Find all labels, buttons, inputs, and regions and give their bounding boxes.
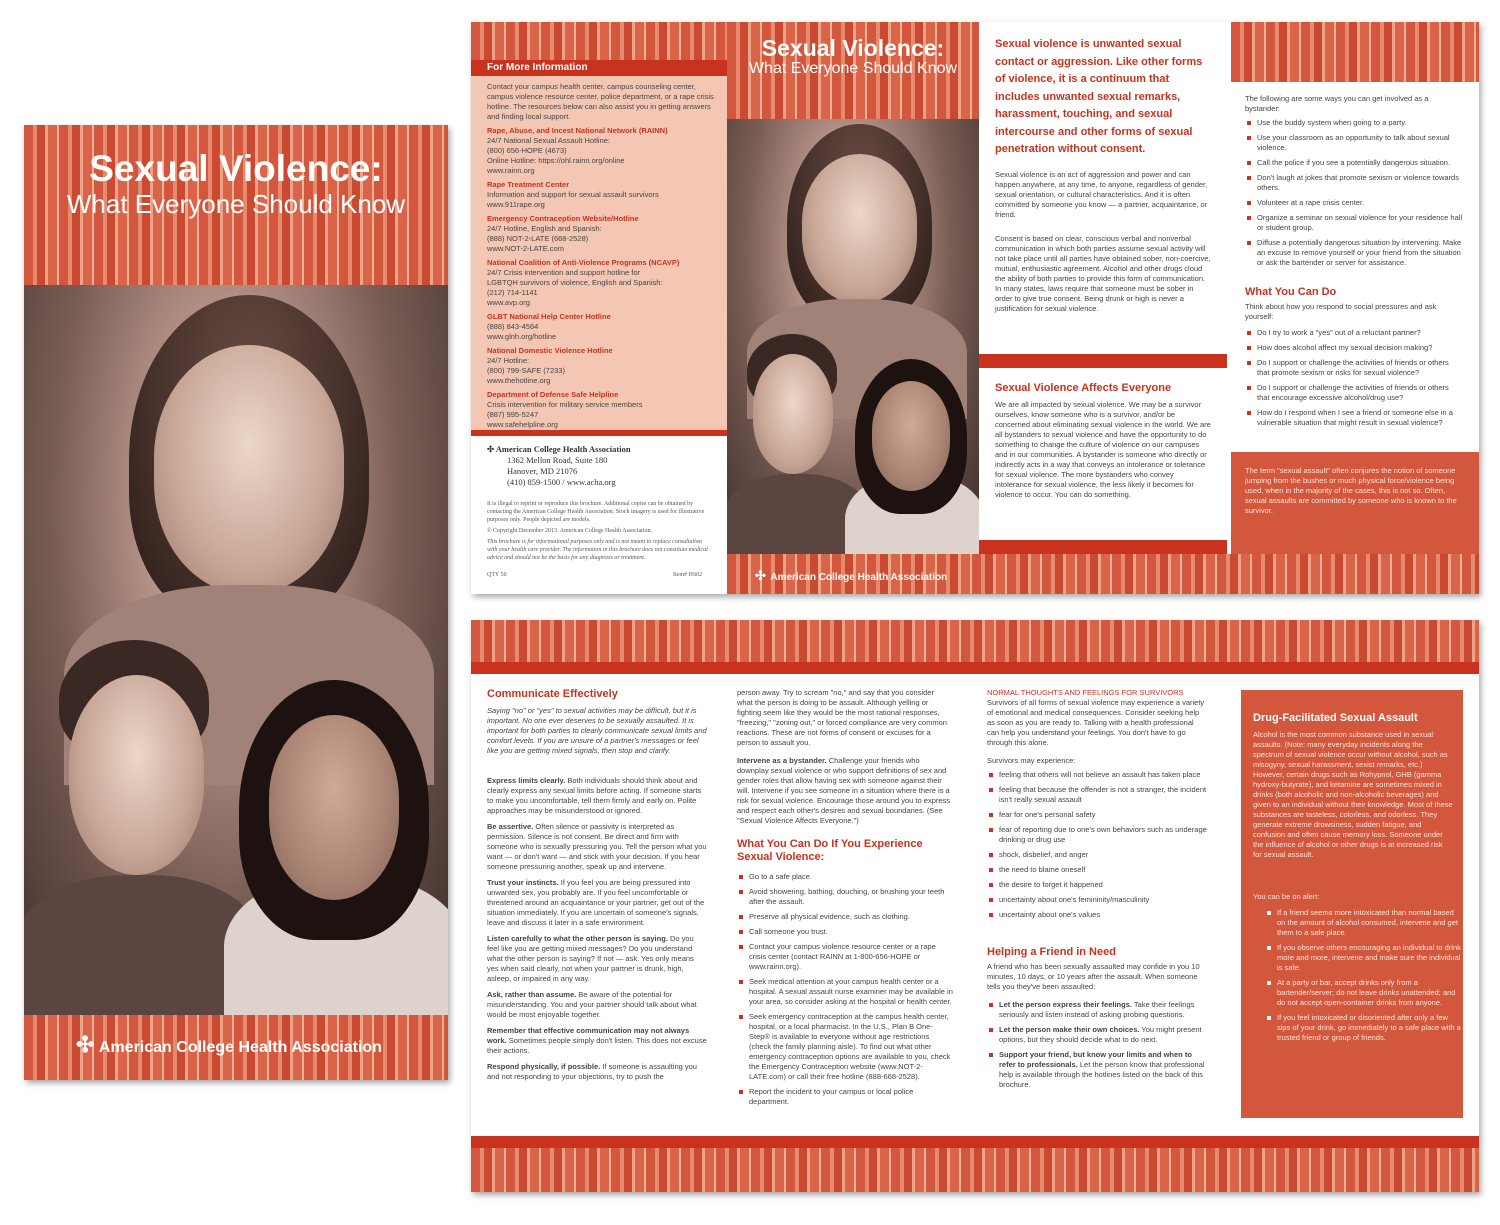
inside-man-face xyxy=(753,354,833,474)
bystander-list xyxy=(1245,118,1463,273)
info-heading: For More Information xyxy=(487,62,588,73)
friend-text: Let the person know that professional help is available through the hotlines listed on the back of this brochure. xyxy=(999,1060,1205,1089)
tip-paragraph xyxy=(487,878,707,928)
tip-lead: Express limits clearly. xyxy=(487,776,566,785)
asterisk-logo-icon: ✣ xyxy=(76,1032,95,1057)
resource-line: 24/7 Hotline, English and Spanish: xyxy=(487,224,602,233)
man-face xyxy=(69,675,204,875)
resource-entry xyxy=(487,390,717,430)
resource-entry xyxy=(487,214,717,254)
friend-lead: Support your friend, but know your limits and when to refer to professionals. xyxy=(999,1050,1192,1069)
experience-heading: What You Can Do If You Experience Sexual Violence: xyxy=(737,838,923,863)
tip-lead: Remember that effective communication may not always work. xyxy=(487,1026,690,1045)
tip-lead: Trust your instincts. xyxy=(487,878,559,887)
inside-title: Sexual Violence: xyxy=(761,35,945,61)
resource-name: National Coalition of Anti-Violence Programs (NCAVP) xyxy=(487,258,680,267)
cover-logo xyxy=(76,1032,382,1058)
list-item: Use your classroom as an opportunity to talk about sexual violence. xyxy=(1257,133,1463,153)
right-intro: The following are some ways you can get involved as a bystander: xyxy=(1245,94,1429,113)
inside-title-block xyxy=(727,36,979,78)
resource-entry xyxy=(487,312,717,342)
resource-line: 24/7 Crisis intervention and support hotline for xyxy=(487,268,641,277)
resource-line: www.911rape.org xyxy=(487,200,545,209)
list-item: Do I try to work a "yes" out of a reluctant partner? xyxy=(1257,328,1463,338)
back-bottom-stripe xyxy=(471,1148,1479,1192)
middle-divider xyxy=(979,354,1227,368)
resource-name: National Domestic Violence Hotline xyxy=(487,346,613,355)
tip-text: Both individuals should think about and clearly express any sexual limits before acting. If someone starts to make you uncomfortable, tell them firmly and early on. Polite approaches may be misunderstood or ignored. xyxy=(487,776,702,815)
list-item: Seek emergency contraception at the campus health center, hospital, or a local pharmacist. In the U.S., Plan B One-Step® is available to everyone without age restrictions (check the family planning aisle). To find out what other emergency contraception options are available to you, check the Emergency Contraception website (www.NOT-2-LATE.com) or call their free hotline (888-668-2528). xyxy=(749,1012,953,1082)
disclaimer-text: This brochure is for informational purposes only and is not meant to replace consultation with your health care provider. The information in this brochure does not constitute medical advice and should not be the basis for any diagnosis or treatment. xyxy=(487,539,708,561)
list-item: the need to blame oneself xyxy=(999,865,1209,875)
back-top-bar xyxy=(471,662,1479,674)
resource-name: GLBT National Help Center Hotline xyxy=(487,312,611,321)
acha-logo-icon: ✣ xyxy=(487,444,496,454)
list-item: At a party or bar, accept drinks only from a bartender/server; do not leave drinks unattended; and do not accept open-container drinks from anyone. xyxy=(1277,978,1463,1008)
friend-item xyxy=(999,1050,1209,1090)
friend-text: Take their feelings seriously and listen instead of asking probing questions. xyxy=(999,1000,1195,1019)
cover-title: Sexual Violence: xyxy=(89,148,383,189)
tip-text: If someone is assaulting you and not responding to your objections, try to push the xyxy=(487,1062,697,1081)
list-item: Go to a safe place. xyxy=(749,872,953,882)
list-item: Avoid showering, bathing, douching, or brushing your teeth after the assault. xyxy=(749,887,953,907)
drug-body: Alcohol is the most common substance used in sexual assaults. (Note: many everyday incidents along the spectrum of sexual violence occur without alcohol, such as misogyny, sexual harassment, sexist remarks, etc.) However, certain drugs such as Rohypnol, GHB (gamma hydroxy-butyrate), and ketamine are sometimes mixed in drinks (both alcoholic and non-alcoholic beverages) and given to an individual without their knowledge. Most of these substances are tasteless, colorless, and odorless. They generate extreme drowsiness, sudden fatigue, and confusion and often cause memory loss. Someone under the influence of alcohol or other drugs is at increased risk for sexual assault. xyxy=(1253,730,1453,859)
affects-body: We are all impacted by sexual violence. We may be a survivor ourselves, know someone who is a survivor, and/or be concerned about eliminating sexual violence in the world. We are all bystanders to sexual violence and have the opportunity to do something to change the culture of violence on our campuses and in our communities. A bystander is someone who directly or indirectly acts in a way that conveys an intolerance or tolerance for sexual violence. The more bystanders who convey intolerance for sexual violence, the less likely it becomes for violence to occur. You can do something. xyxy=(995,400,1211,499)
resource-entry xyxy=(487,180,717,210)
info-intro: Contact your campus health center, campus counseling center, campus violence resource center, police department, or a rape crisis hotline. The resources below can also assist you in getting answers and finding local support. xyxy=(487,82,714,121)
friend-lead: Let the person express their feelings. xyxy=(999,1000,1132,1009)
drug-list xyxy=(1265,908,1463,1048)
brochure-inside-top xyxy=(471,22,1479,594)
list-item: shock, disbelief, and anger xyxy=(999,850,1209,860)
list-item: If a friend seems more intoxicated than normal based on the amount of alcohol consumed, intervene and get them to a safe place. xyxy=(1277,908,1463,938)
address-line: Hanover, MD 21076 xyxy=(507,466,578,476)
drug-alert: You can be on alert: xyxy=(1253,892,1320,901)
tip-text: Often silence or passivity is interpreted as permission. Silence is not consent. Be direct and firm with someone who is sexually pressuring you. Tell the person what you want — or don't want — and stick with your decision. If you hear someone pressuring another, speak up and intervene. xyxy=(487,822,707,871)
column2-continuation: person away. Try to scream "no," and say that you consider what the person is doing to be assault. Although yelling or fighting seem like they would be the most rational responses, "freezing," "zoning out," or forced compliance are very common reactions. These are not forms of consent or excuses for a person to assault you. xyxy=(737,688,947,747)
resource-line: (212) 714-1141 xyxy=(487,288,538,297)
resource-entry xyxy=(487,126,717,176)
friend-list xyxy=(987,1000,1209,1095)
inside-girl-face xyxy=(872,381,950,491)
address-org-line xyxy=(487,444,717,455)
list-item: How does alcohol affect my sexual decision making? xyxy=(1257,343,1463,353)
affects-heading: Sexual Violence Affects Everyone xyxy=(995,382,1172,394)
tip-lead: Ask, rather than assume. xyxy=(487,990,577,999)
friend-heading: Helping a Friend in Need xyxy=(987,946,1116,958)
address-org: American College Health Association xyxy=(495,444,631,454)
experience-list xyxy=(737,872,953,1112)
list-item: feeling that others will not believe an assault has taken place xyxy=(999,770,1209,780)
resource-entry xyxy=(487,346,717,386)
list-item: the desire to forget it happened xyxy=(999,880,1209,890)
resource-line: (887) 995-5247 xyxy=(487,410,539,419)
middle-bottom-bar xyxy=(979,540,1227,554)
tip-text: If you feel you are being pressured into unwanted sex, you probably are. If you feel uncomfortable or threatened around an acquaintance or your partner, get out of the situation immediately. If you are uncertain of someone's signals, leave and discuss it later in a safe environment. xyxy=(487,878,705,927)
list-item: Diffuse a potentially dangerous situation by intervening. Make an excuse to remove yourself or your friend from the situation or ask the bartender or server for assistance. xyxy=(1257,238,1462,267)
resource-line: (800) 799-SAFE (7233) xyxy=(487,366,565,375)
tip-text: Sometimes people simply don't listen. This does not excuse their actions. xyxy=(487,1036,707,1055)
back-top-stripe xyxy=(471,620,1479,662)
cover-title-block xyxy=(24,149,448,219)
normal-list xyxy=(987,770,1209,925)
info-top-stripe xyxy=(471,22,727,60)
list-item: fear of reporting due to one's own behaviors such as underage drinking or drug use xyxy=(999,825,1209,845)
resource-line: www.glnh.org/hotline xyxy=(487,332,557,341)
normal-may: Survivors may experience: xyxy=(987,756,1076,765)
list-item: Don't laugh at jokes that promote sexism or violence towards others. xyxy=(1257,173,1463,193)
list-item: If you feel intoxicated or disoriented after only a few sips of your drink, go immediately to a safe place with a trusted friend or group of friends. xyxy=(1277,1013,1463,1043)
qty-label: QTY 50 xyxy=(487,572,507,578)
bystander-paragraph xyxy=(737,756,951,826)
list-item: If you observe others encouraging an individual to drink more and more, intervene and make sure the individual is safe. xyxy=(1277,943,1463,973)
resource-name: Rape, Abuse, and Incest National Network (RAINN) xyxy=(487,126,668,135)
resource-line: www.NOT-2-LATE.com xyxy=(487,244,564,253)
address-line: (410) 859-1500 / www.acha.org xyxy=(507,477,616,487)
bystander-lead: Intervene as a bystander. xyxy=(737,756,827,765)
info-bottom-bar xyxy=(471,430,727,436)
woman-face xyxy=(154,345,344,595)
list-item: Contact your campus violence resource center or a rape crisis center (contact RAINN at 1-800-656-HOPE or www.rainn.org). xyxy=(749,942,953,972)
tip-paragraph xyxy=(487,934,707,984)
normal-intro: Survivors of all forms of sexual violence may experience a variety of emotional and medical consequences. Consider seeking help as soon as you are ready to. Talking with a health professional can help you understand your feelings. You don't have to go through this alone. xyxy=(987,698,1205,747)
resource-line: (888) NOT-2-LATE (668-2528) xyxy=(487,234,589,243)
resource-line: www.avp.org xyxy=(487,298,530,307)
tip-lead: Respond physically, if possible. xyxy=(487,1062,601,1071)
tip-lead: Listen carefully to what the other person is saying. xyxy=(487,934,668,943)
tip-paragraph xyxy=(487,1026,707,1056)
list-item: Use the buddy system when going to a party. xyxy=(1257,118,1463,128)
friend-item xyxy=(999,1025,1209,1045)
legal-text: It is illegal to reprint or reproduce this brochure. Additional copies can be obtained by contacting the American College Health Association. Stock imagery is used for illustrative purposes only. People depicted are models. xyxy=(487,501,705,523)
friend-intro: A friend who has been sexually assaulted may confide in you 10 minutes, 10 days, or 10 years after the assault. When someone tells you they've been assaulted: xyxy=(987,962,1200,991)
list-item: Call someone you trust. xyxy=(749,927,953,937)
question-list xyxy=(1245,328,1463,433)
inside-photo xyxy=(727,119,979,554)
item-label: Item# HS02 xyxy=(673,572,703,578)
resource-line: (888) 843-4564 xyxy=(487,322,539,331)
list-item: feeling that because the offender is not a stranger, the incident isn't really sexual assault xyxy=(999,785,1209,805)
list-item: uncertainty about one's femininity/masculinity xyxy=(999,895,1209,905)
list-item: uncertainty about one's values xyxy=(999,910,1209,920)
middle-lead: Sexual violence is unwanted sexual contact or aggression. Like other forms of violence, it is a continuum that includes unwanted sexual remarks, harassment, touching, and sexual intercourse and other forms of sexual penetration without consent. xyxy=(995,38,1203,155)
resource-name: Emergency Contraception Website/Hotline xyxy=(487,214,639,223)
resource-line: www.rainn.org xyxy=(487,166,535,175)
address-lines xyxy=(487,455,717,488)
drug-heading: Drug-Facilitated Sexual Assault xyxy=(1253,712,1418,724)
resource-line: www.thehotline.org xyxy=(487,376,551,385)
middle-p2: Consent is based on clear, conscious verbal and nonverbal communication in which both parties assume sexual activity will not take place until all parties have obtained sober, non-coercive, mutual, enthusiastic agreement. Alcohol and other drugs cloud the ability of both parties to provide this form of communication. In many states, laws require that someone must be sober in order to give true consent. Being drunk or high is never a justification for sexual violence. xyxy=(995,234,1211,313)
list-item: fear for one's personal safety xyxy=(999,810,1209,820)
copyright-text: © Copyright December 2013. American College Health Association. xyxy=(487,528,653,534)
inside-org-name: American College Health Association xyxy=(770,572,948,583)
girl-face xyxy=(269,715,399,900)
list-item: Organize a seminar on sexual violence for your residence hall or student group. xyxy=(1257,213,1463,232)
friend-lead: Let the person make their own choices. xyxy=(999,1025,1140,1034)
bystander-text: Challenge your friends who downplay sexual violence or who support definitions of sex and gender roles that allow having sex with someone against their will. Intervene if you see someone in a situation where there is a risk for sexual violence. Encourage those around you to express and respect each other's desires and sexual boundaries. (See "Sexual Violence Affects Everyone.") xyxy=(737,756,951,825)
resource-line: 24/7 Hotline: xyxy=(487,356,530,365)
brochure-inside-bottom xyxy=(471,620,1479,1192)
resource-entry xyxy=(487,258,717,308)
right-top-stripe xyxy=(1231,22,1479,82)
friend-item xyxy=(999,1000,1209,1020)
inside-woman-face xyxy=(802,154,917,304)
resource-name: Rape Treatment Center xyxy=(487,180,570,189)
tip-lead: Be assertive. xyxy=(487,822,534,831)
address-line: 1362 Mellon Road, Suite 180 xyxy=(507,455,608,465)
cover-org-name: American College Health Association xyxy=(98,1039,382,1056)
resource-line: Crisis intervention for military service members xyxy=(487,400,643,409)
resource-line: (800) 656-HOPE (4673) xyxy=(487,146,567,155)
resource-line: www.safehelpline.org xyxy=(487,420,558,429)
address-block xyxy=(487,444,717,488)
tip-paragraph xyxy=(487,1062,707,1082)
list-item: Report the incident to your campus or local police department. xyxy=(749,1087,953,1107)
resource-line: LGBTQH survivors of violence, English and Spanish: xyxy=(487,278,663,287)
right-box-text: The term "sexual assault" often conjures the notion of someone jumping from the bushes or much physical force/violence being used, when in the majority of the cases, this is not so. Often, sexual assaults are committed by someone who is known to the survivor. xyxy=(1245,466,1457,515)
middle-p1: Sexual violence is an act of aggression and power and can happen anywhere, at any time, to anyone, regardless of gender, sexual orientation, or cultural characteristics. And it is often committed by someone you know — a partner, acquaintance, or friend. xyxy=(995,170,1208,219)
inside-subtitle: What Everyone Should Know xyxy=(748,60,958,77)
legal-block xyxy=(487,500,713,562)
communicate-heading: Communicate Effectively xyxy=(487,688,618,700)
brochure-cover xyxy=(24,125,448,1080)
friend-text: You might present options, but they should decide what to do next. xyxy=(999,1025,1202,1044)
inside-logo xyxy=(755,567,947,585)
wycd-heading: What You Can Do xyxy=(1245,286,1337,298)
cover-subtitle: What Everyone Should Know xyxy=(66,189,406,219)
tip-text: Be aware of the potential for misunderstanding. You and your partner should talk about what would be most enjoyable together. xyxy=(487,990,697,1019)
list-item: Do I support or challenge the activities of friends or others that encourage excessive alcohol/drug use? xyxy=(1257,383,1463,403)
tip-paragraph xyxy=(487,776,707,816)
normal-heading: NORMAL THOUGHTS AND FEELINGS FOR SURVIVORS xyxy=(987,688,1184,697)
info-resource-list xyxy=(487,126,717,434)
list-item: Call the police if you see a potentially dangerous situation. xyxy=(1257,158,1463,168)
tip-paragraph xyxy=(487,822,707,872)
list-item: Do I support or challenge the activities of friends or others that promote sexism or risks for sexual violence? xyxy=(1257,358,1463,378)
tips-list xyxy=(487,776,707,1088)
list-item: How do I respond when I see a friend or someone else in a vulnerable situation that might result in sexual violence? xyxy=(1257,408,1463,428)
tip-paragraph xyxy=(487,990,707,1020)
tip-text: Do you feel like you are getting mixed messages? Do you understand what the other person is saying? If not — ask. Yes only means yes when said clearly, not when your partner is drunk, high, asleep, or impaired in any way. xyxy=(487,934,694,983)
list-item: Volunteer at a rape crisis center. xyxy=(1257,198,1463,208)
cover-photo xyxy=(24,285,448,1015)
inside-asterisk-logo-icon: ✣ xyxy=(755,568,766,583)
list-item: Seek medical attention at your campus health center or a hospital. A sexual assault nurse examiner may be available in your area, so consider asking at the hospital or health center. xyxy=(749,977,953,1006)
wycd-intro: Think about how you respond to social pressures and ask yourself: xyxy=(1245,302,1437,321)
communicate-intro: Saying "no" or "yes" to sexual activities may be difficult, but it is important. No one ever deserves to be sexually assaulted. It is important for both parties to clearly communicate sexual limits and comfort levels. If you are unsure of a partner's messages or feel like you are getting mixed signals, then stop and clarify. xyxy=(487,706,707,755)
resource-name: Department of Defense Safe Helpline xyxy=(487,390,619,399)
resource-line: Information and support for sexual assault survivors xyxy=(487,190,659,199)
resource-line: 24/7 National Sexual Assault Hotline: xyxy=(487,136,610,145)
list-item: Preserve all physical evidence, such as clothing. xyxy=(749,912,953,922)
resource-line: Online Hotline: https://ohl.rainn.org/online xyxy=(487,156,625,165)
back-bottom-bar xyxy=(471,1136,1479,1148)
